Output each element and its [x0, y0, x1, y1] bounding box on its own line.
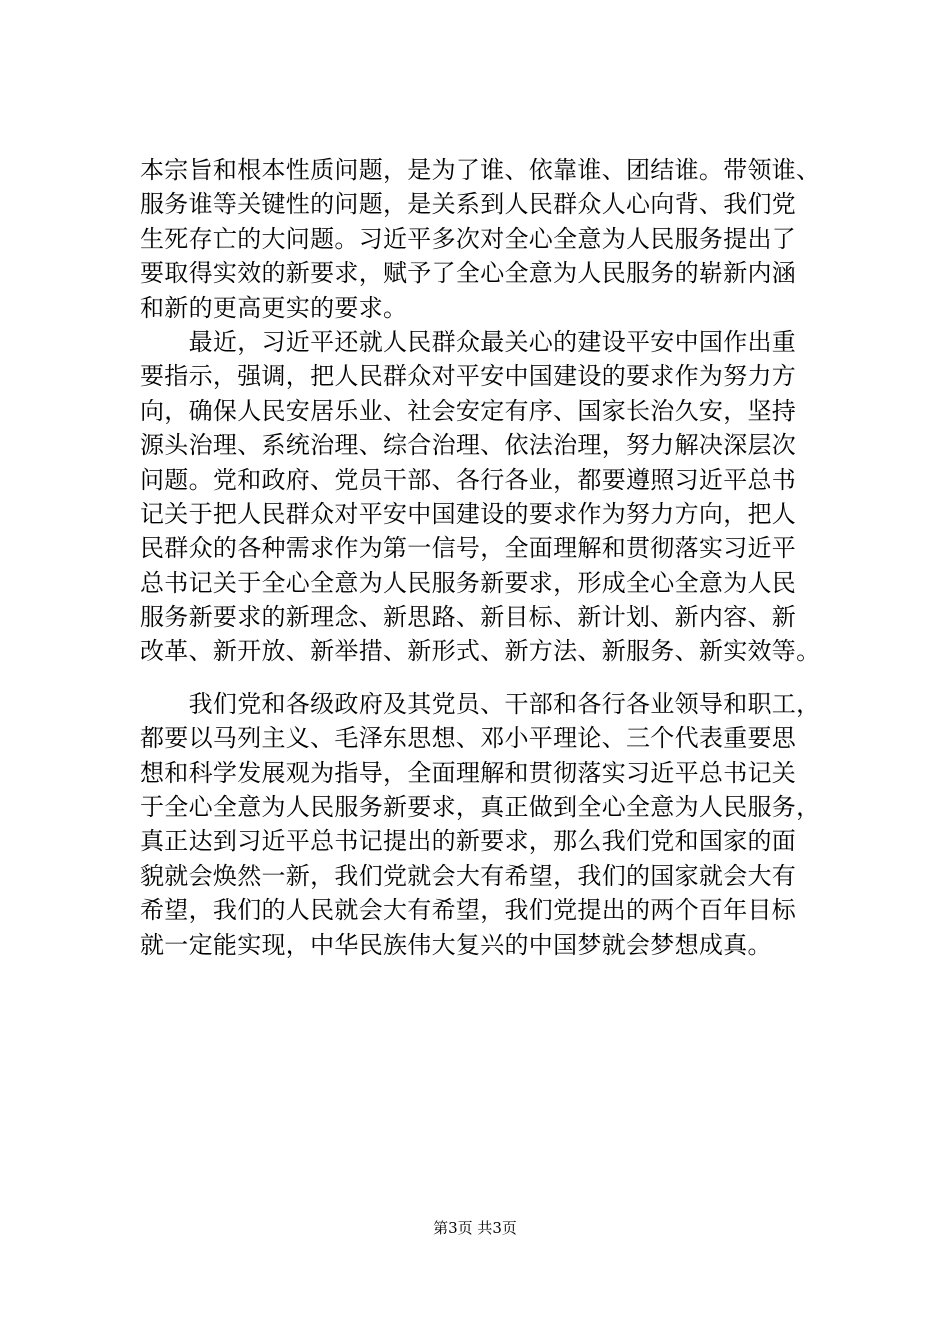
paragraph-3 — [140, 687, 860, 962]
text-line: 生死存亡的大问题。习近平多次对全心全意为人民服务提出了 — [140, 224, 797, 253]
text-line: 希望，我们的人民就会大有希望，我们党提出的两个百年目标 — [140, 896, 797, 925]
text-line: 想和科学发展观为指导，全面理解和贯彻落实习近平总书记关 — [140, 758, 797, 787]
paragraph-gap — [140, 669, 860, 687]
text-line: 记关于把人民群众对平安中国建设的要求作为努力方向，把人 — [140, 499, 797, 528]
text-line: 于全心全意为人民服务新要求，真正做到全心全意为人民服务， — [140, 793, 821, 822]
paragraph-2 — [140, 325, 860, 669]
body-text — [140, 153, 860, 962]
text-line: 源头治理、系统治理、综合治理、依法治理，努力解决深层次 — [140, 431, 797, 460]
text-line: 我们党和各级政府及其党员、干部和各行各业领导和职工， — [140, 689, 821, 718]
text-line: 要指示，强调，把人民群众对平安中国建设的要求作为努力方 — [140, 362, 797, 391]
text-line: 总书记关于全心全意为人民服务新要求，形成全心全意为人民 — [140, 568, 797, 597]
text-line: 和新的更高更实的要求。 — [140, 293, 408, 322]
text-line: 貌就会焕然一新，我们党就会大有希望，我们的国家就会大有 — [140, 861, 797, 890]
text-line: 民群众的各种需求作为第一信号，全面理解和贯彻落实习近平 — [140, 534, 797, 563]
text-line: 最近，习近平还就人民群众最关心的建设平安中国作出重 — [140, 327, 797, 356]
paragraph-1 — [140, 153, 860, 325]
text-line: 就一定能实现，中华民族伟大复兴的中国梦就会梦想成真。 — [140, 930, 772, 959]
text-line: 服务新要求的新理念、新思路、新目标、新计划、新内容、新 — [140, 603, 797, 632]
text-line: 要取得实效的新要求，赋予了全心全意为人民服务的崭新内涵 — [140, 259, 797, 288]
text-line: 向，确保人民安居乐业、社会安定有序、国家长治久安，坚持 — [140, 396, 797, 425]
text-line: 真正达到习近平总书记提出的新要求，那么我们党和国家的面 — [140, 827, 797, 856]
text-line: 都要以马列主义、毛泽东思想、邓小平理论、三个代表重要思 — [140, 724, 797, 753]
text-line: 问题。党和政府、党员干部、各行各业，都要遵照习近平总书 — [140, 465, 797, 494]
text-line: 改革、新开放、新举措、新形式、新方法、新服务、新实效等。 — [140, 637, 821, 666]
text-line: 本宗旨和根本性质问题，是为了谁、依靠谁、团结谁。带领谁、 — [140, 156, 821, 184]
page-footer: 第3页 共3页 — [433, 1219, 517, 1237]
text-line: 服务谁等关键性的问题，是关系到人民群众人心向背、我们党 — [140, 190, 797, 219]
